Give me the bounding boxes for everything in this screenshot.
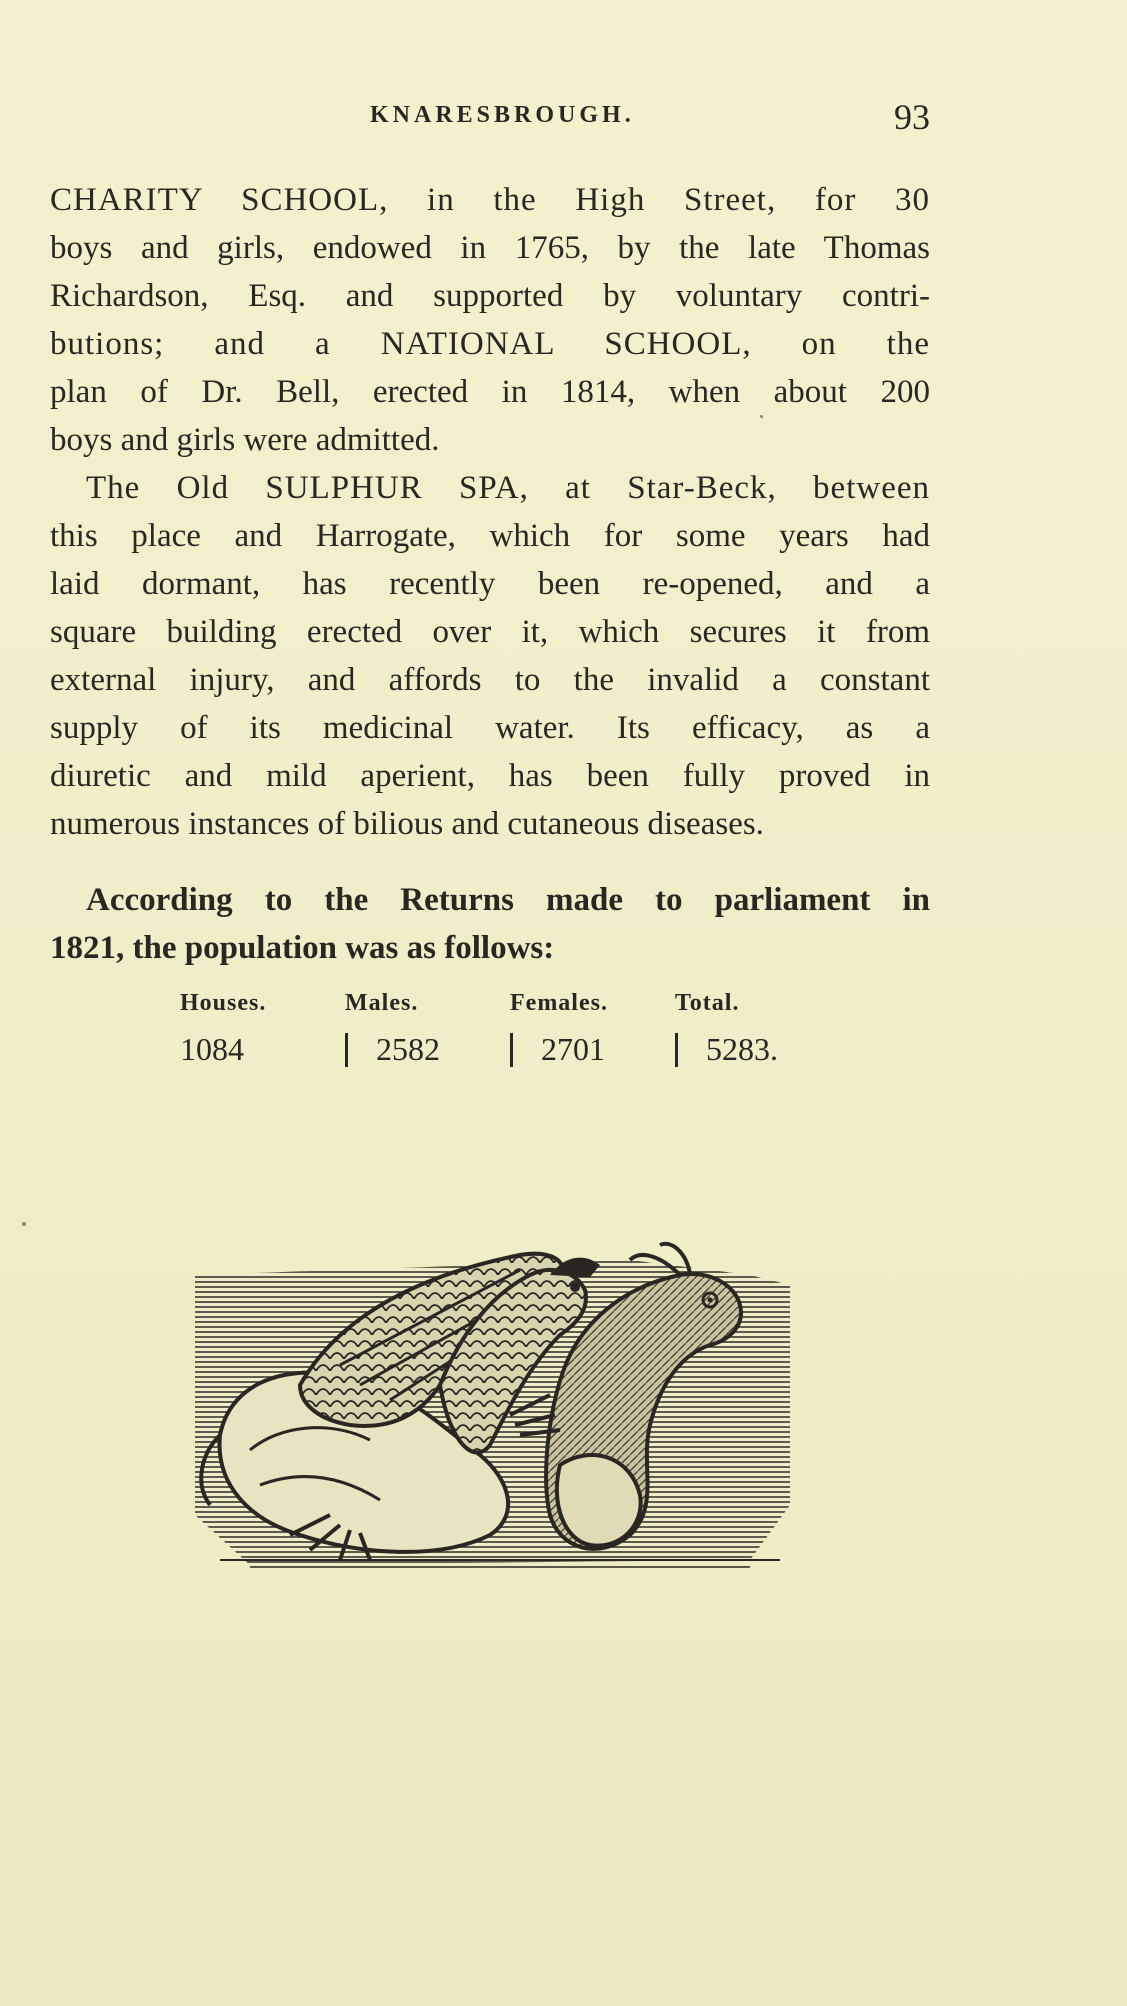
- population-table-header: [180, 990, 820, 1017]
- value-females: 2701: [541, 1031, 605, 1067]
- text-line: butions; and a NATIONAL SCHOOL, on the: [50, 326, 930, 362]
- text-line: plan of Dr. Bell, erected in 1814, when about 200: [50, 374, 930, 410]
- text-line: supply of its medicinal water. Its efficacy, as a: [50, 710, 930, 746]
- header-houses: Houses.: [180, 990, 267, 1016]
- value-cell: [675, 1031, 820, 1068]
- text-line: numerous instances of bilious and cutaneous diseases.: [50, 806, 764, 842]
- text-line: CHARITY SCHOOL, in the High Street, for 30: [50, 182, 930, 218]
- value-total: 5283.: [706, 1031, 778, 1067]
- text-line: square building erected over it, which secures it from: [50, 614, 930, 650]
- value-cell: [345, 1031, 510, 1068]
- paper-speck: [760, 415, 763, 418]
- text-line: boys and girls were admitted.: [50, 422, 440, 458]
- column-separator: [345, 1033, 348, 1067]
- header-females: Females.: [510, 990, 608, 1016]
- column-separator: [675, 1033, 678, 1067]
- population-table: [180, 990, 820, 1068]
- text-line: 1821, the population was as follows:: [50, 930, 555, 966]
- text-line: According to the Returns made to parliament in: [86, 882, 930, 918]
- text-line: The Old SULPHUR SPA, at Star-Beck, between: [86, 470, 930, 506]
- running-title: KNARESBROUGH.: [370, 102, 635, 128]
- value-houses: 1084: [180, 1031, 244, 1067]
- text-line: laid dormant, has recently been re-opened, and a: [50, 566, 930, 602]
- text-line: external injury, and affords to the invalid a constant: [50, 662, 930, 698]
- value-males: 2582: [376, 1031, 440, 1067]
- page-number: 93: [894, 97, 930, 137]
- paper-speck: [22, 1222, 26, 1226]
- value-cell: [180, 1031, 345, 1068]
- text-line: diuretic and mild aperient, has been fully proved in: [50, 758, 930, 794]
- header-total: Total.: [675, 990, 740, 1016]
- column-separator: [510, 1033, 513, 1067]
- text-line: Richardson, Esq. and supported by voluntary contri-: [50, 278, 930, 314]
- text-line: boys and girls, endowed in 1765, by the late Thomas: [50, 230, 930, 266]
- text-line: this place and Harrogate, which for some years had: [50, 518, 930, 554]
- running-head: [50, 96, 930, 136]
- value-cell: [510, 1031, 675, 1068]
- griffin-attacking-hare-engraving-icon: [190, 1215, 795, 1580]
- body-text: [50, 176, 930, 972]
- population-table-values: [180, 1031, 820, 1068]
- header-males: Males.: [345, 990, 419, 1016]
